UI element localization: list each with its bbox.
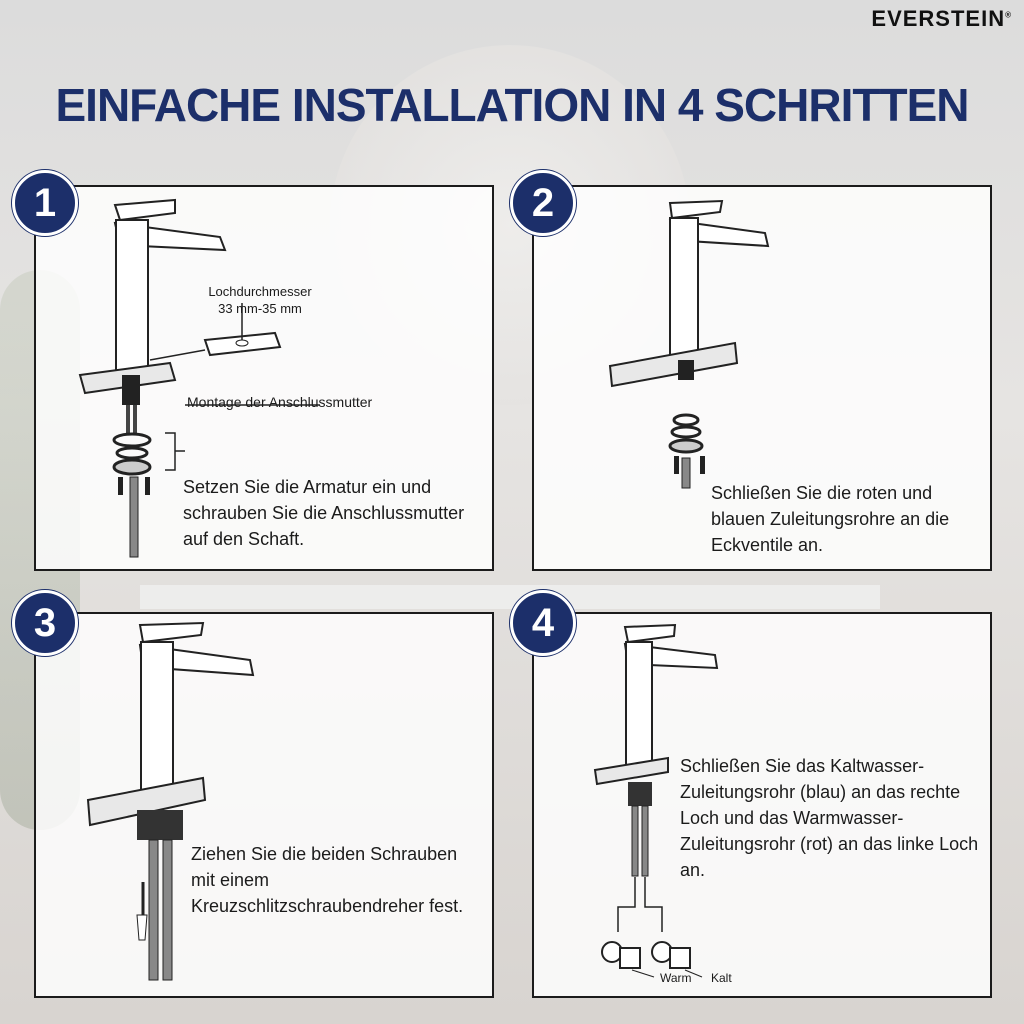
step-1-hole-diameter-label (195, 283, 325, 317)
background-counter (140, 585, 880, 609)
step-1-hole-value: 33 mm-35 mm (218, 301, 302, 316)
step-1-instruction: Setzen Sie die Armatur ein und schrauben Sie die Anschlussmutter auf den Schaft. (183, 477, 465, 549)
step-1-hole-title: Lochdurchmesser (208, 284, 312, 299)
step-4-instruction: Schließen Sie das Kaltwasser-Zuleitungsrohr (blau) an das rechte Loch und das Warmwasser-Zuleitungsrohr (rot) an das linke Loch an. (680, 756, 979, 880)
page-title: EINFACHE INSTALLATION IN 4 SCHRITTEN (55, 79, 969, 131)
step-3-faucet-illustration (85, 620, 265, 985)
step-1-badge: 1 (12, 170, 78, 236)
brand-logo (871, 6, 1012, 32)
step-2-badge: 2 (510, 170, 576, 236)
step-1-nut-label: Montage der Anschlussmutter (187, 394, 373, 410)
step-4-warm-label: Warm (660, 971, 692, 985)
step-4-cold-label: Kalt (711, 971, 732, 985)
step-2-faucet-illustration (610, 198, 770, 498)
step-4-badge: 4 (510, 590, 576, 656)
step-3-instruction: Ziehen Sie die beiden Schrauben mit einem Kreuzschlitzschraubendreher fest. (191, 844, 464, 916)
step-2-instruction: Schließen Sie die roten und blauen Zuleitungsrohre an die Eckventile an. (711, 483, 950, 555)
brand-registered-mark: ® (1005, 10, 1012, 20)
brand-name: EVERSTEIN (871, 6, 1006, 31)
step-3-badge: 3 (12, 590, 78, 656)
